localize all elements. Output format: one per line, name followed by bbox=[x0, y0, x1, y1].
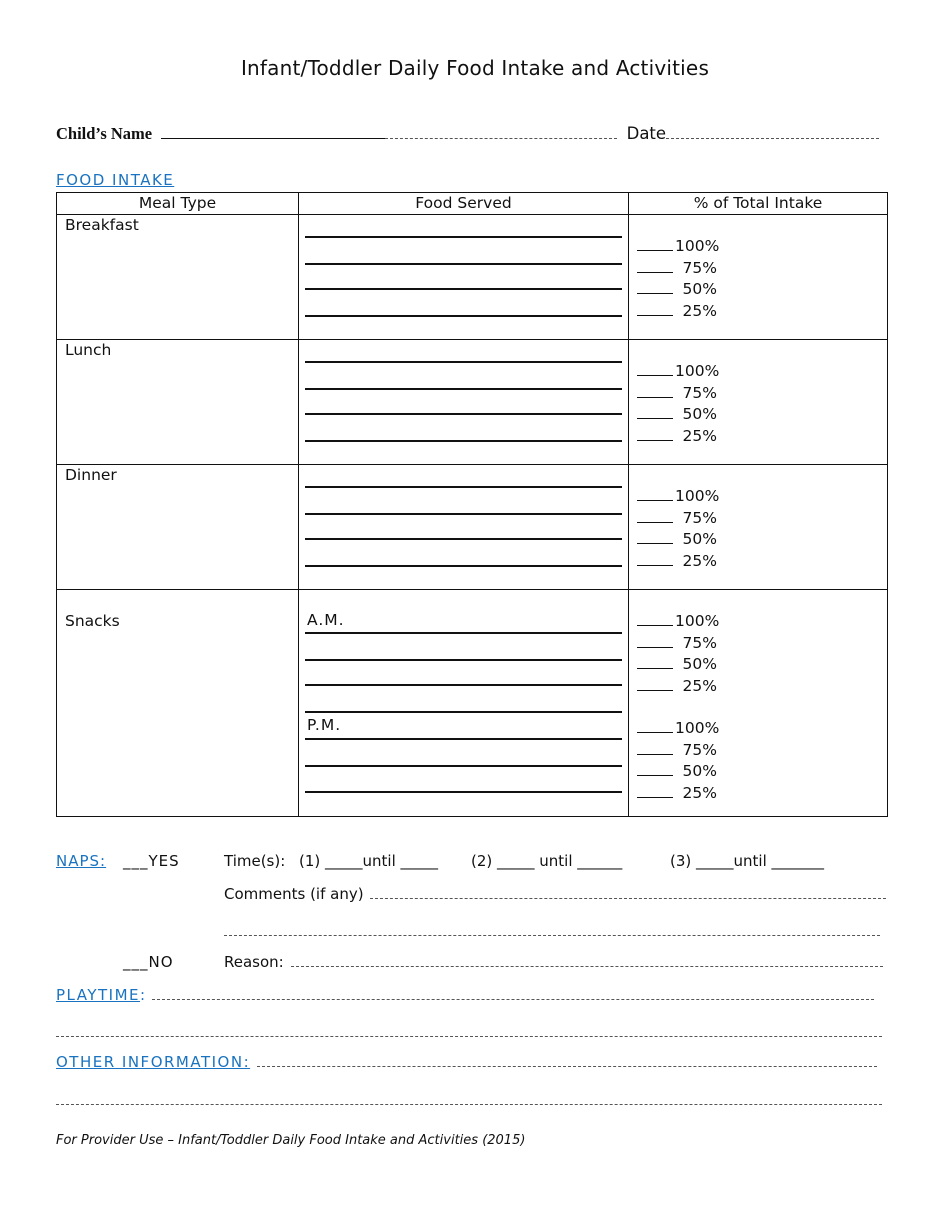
table-row bbox=[57, 215, 888, 340]
nap-time-2[interactable]: (2) _____ until ______ bbox=[471, 852, 623, 870]
nap-reason-field[interactable] bbox=[291, 965, 883, 967]
naps-yes-option[interactable]: ___YES bbox=[123, 852, 180, 870]
date-field[interactable] bbox=[666, 137, 879, 139]
food-served-dinner[interactable] bbox=[299, 465, 629, 590]
nap-reason-row bbox=[224, 953, 883, 971]
other-info-row bbox=[56, 1053, 877, 1071]
intake-options-pm[interactable]: 100% 75% 50% 25% bbox=[637, 718, 719, 804]
intake-snacks bbox=[629, 590, 888, 817]
nap-times-label: Time(s): bbox=[224, 852, 286, 870]
other-info-field-2[interactable] bbox=[56, 1104, 882, 1105]
snack-pm-label: P.M. bbox=[307, 716, 342, 734]
nap-comments-field[interactable] bbox=[370, 897, 886, 899]
table-row bbox=[57, 465, 888, 590]
table-row bbox=[57, 590, 888, 817]
intake-options[interactable]: 100% 75% 50% 25% bbox=[637, 486, 719, 572]
food-served-lunch[interactable] bbox=[299, 340, 629, 465]
nap-reason-label: Reason: bbox=[224, 953, 284, 971]
other-info-label: OTHER INFORMATION: bbox=[56, 1053, 251, 1071]
playtime-field-2[interactable] bbox=[56, 1036, 882, 1037]
meal-dinner: Dinner bbox=[57, 465, 299, 590]
page-title: Infant/Toddler Daily Food Intake and Activities bbox=[240, 56, 710, 80]
naps-row bbox=[56, 852, 106, 870]
child-name-field-ext[interactable] bbox=[385, 137, 617, 139]
intake-dinner bbox=[629, 465, 888, 590]
intake-breakfast bbox=[629, 215, 888, 340]
meal-snacks: Snacks bbox=[57, 590, 299, 817]
food-served-snacks[interactable] bbox=[299, 590, 629, 817]
nap-comments-label: Comments (if any) bbox=[224, 885, 364, 903]
intake-lunch bbox=[629, 340, 888, 465]
footer-note: For Provider Use – Infant/Toddler Daily Food Intake and Activities (2015) bbox=[56, 1133, 526, 1148]
child-name-label: Child’s Name bbox=[56, 124, 153, 143]
playtime-row: PLAYTIME: bbox=[56, 986, 874, 1004]
nap-time-3[interactable]: (3) _____until _______ bbox=[670, 852, 825, 870]
table-header-row bbox=[57, 193, 888, 215]
date-label: Date bbox=[626, 124, 667, 143]
playtime-field[interactable] bbox=[152, 998, 874, 1000]
playtime-label: PLAYTIME bbox=[56, 986, 141, 1004]
food-intake-heading: FOOD INTAKE bbox=[56, 171, 175, 189]
nap-time-1[interactable]: (1) _____until _____ bbox=[299, 852, 439, 870]
naps-label: NAPS: bbox=[56, 852, 107, 870]
intake-options[interactable]: 100% 75% 50% 25% bbox=[637, 236, 719, 322]
meal-breakfast: Breakfast bbox=[57, 215, 299, 340]
child-name-field[interactable] bbox=[161, 138, 385, 139]
nap-comments-row bbox=[224, 885, 886, 903]
intake-options[interactable]: 100% 75% 50% 25% bbox=[637, 361, 719, 447]
nap-comments-field-2[interactable] bbox=[224, 935, 880, 936]
food-served-breakfast[interactable] bbox=[299, 215, 629, 340]
naps-no-option[interactable]: ___NO bbox=[123, 953, 174, 971]
intake-options-am[interactable]: 100% 75% 50% 25% bbox=[637, 611, 719, 697]
meal-lunch: Lunch bbox=[57, 340, 299, 465]
child-name-row bbox=[56, 124, 879, 144]
table-row bbox=[57, 340, 888, 465]
food-intake-table bbox=[56, 192, 888, 817]
other-info-field[interactable] bbox=[257, 1065, 877, 1067]
snack-am-label: A.M. bbox=[307, 611, 345, 629]
col-food-served: Food Served bbox=[299, 193, 629, 215]
col-total-intake: % of Total Intake bbox=[629, 193, 888, 215]
col-meal-type: Meal Type bbox=[57, 193, 299, 215]
